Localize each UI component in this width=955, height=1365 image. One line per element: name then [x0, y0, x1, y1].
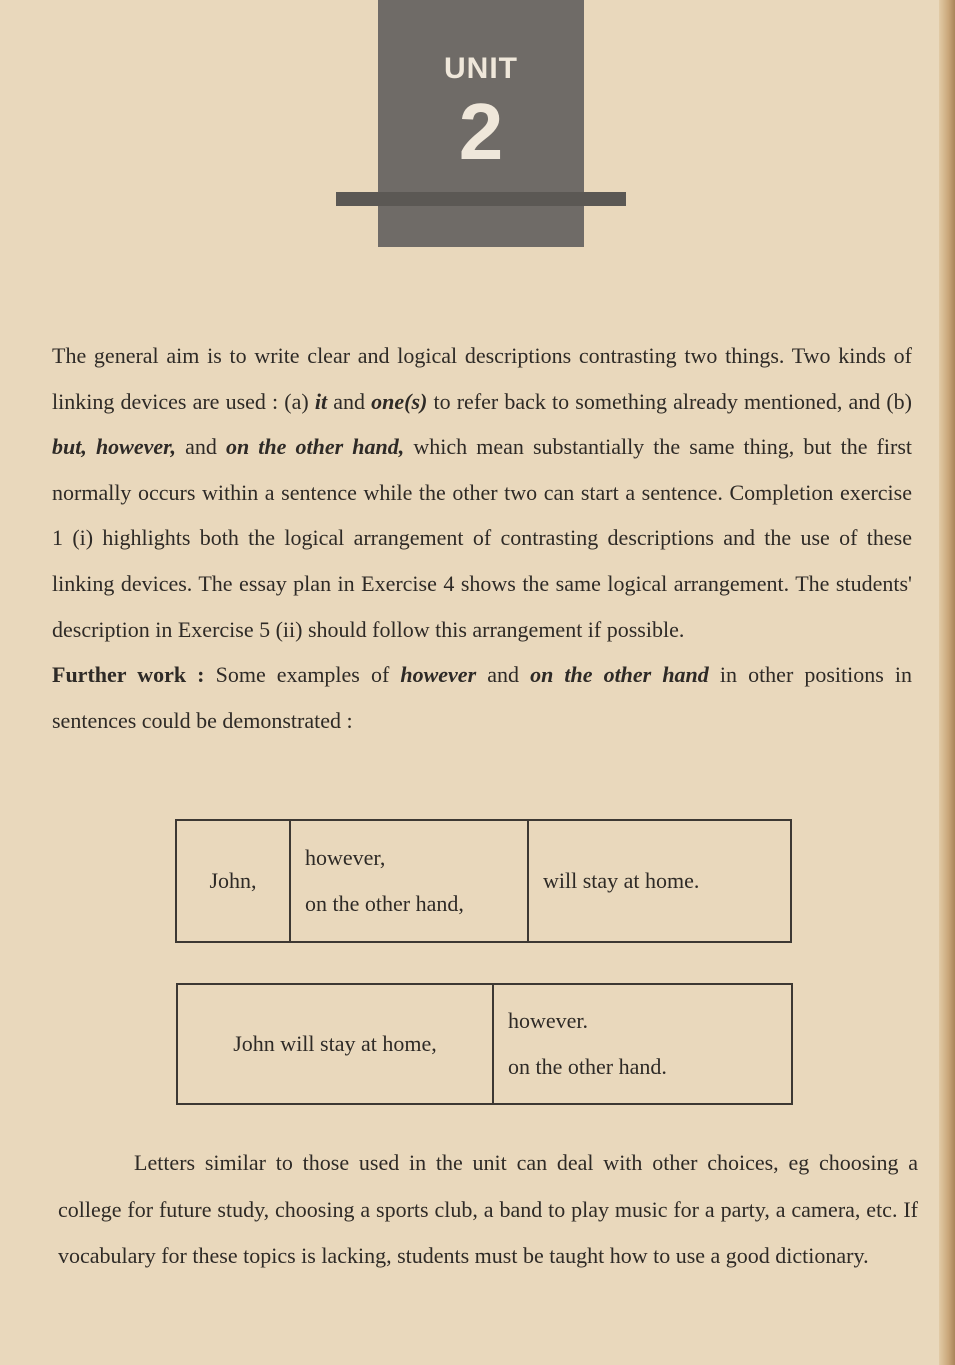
example-table-2	[176, 983, 793, 1105]
further-work-text: in other positions in sentences could be demonstrated :	[52, 662, 913, 733]
further-work-text: and	[476, 662, 531, 688]
linker-option: however.	[508, 1008, 589, 1033]
intro-text: The general aim is to write clear and logical descriptions contrasting two things. Two kinds of linking devices are used : (a)	[52, 343, 912, 414]
table-row	[177, 984, 792, 1104]
closing-section	[58, 1140, 918, 1280]
unit-header-block	[378, 0, 584, 247]
intro-text: to refer back to something already mentioned, and (b)	[427, 388, 913, 414]
intro-text: which mean substantially the same thing, but the first normally occurs within a sentence while the other two can start a sentence. Completion exercise 1 (i) highlights both the logical arrangement of contrasting descriptions and the use of these linking devices. The essay plan in Exercise 4 shows the same logical arrangement. The students' description in Exercise 5 (ii) should follow this arrangement if possible.	[52, 434, 912, 642]
example-table-1	[175, 819, 792, 943]
term-ones: one(s)	[371, 388, 428, 414]
term-on-the-other-hand: on the other hand	[530, 662, 709, 688]
further-work-text: Some examples of	[204, 662, 401, 688]
closing-paragraph: Letters similar to those used in the unit can deal with other choices, eg choosing a college for future study, choosing a sports club, a band to play music for a party, a camera, etc. If vocabulary for these topics is lacking, students must be taught how to use a good dictionary.	[58, 1150, 918, 1268]
linker-option: on the other hand,	[305, 891, 464, 916]
linker-cell	[493, 984, 792, 1104]
unit-label: UNIT	[444, 52, 518, 85]
intro-section	[52, 333, 912, 743]
unit-number: 2	[458, 87, 504, 176]
intro-text: and	[327, 388, 372, 414]
clause-cell: John will stay at home,	[177, 984, 493, 1104]
term-it: it	[314, 388, 328, 414]
term-on-the-other-hand: on the other hand,	[225, 434, 405, 460]
further-work-label: Further work :	[52, 662, 205, 688]
linker-option: on the other hand.	[508, 1054, 667, 1079]
intro-paragraph	[52, 333, 912, 652]
intro-text: and	[176, 434, 226, 460]
term-but-however: but, however,	[52, 434, 176, 460]
linker-cell	[290, 820, 528, 942]
term-however: however	[400, 662, 477, 688]
predicate-cell: will stay at home.	[528, 820, 791, 942]
subject-cell: John,	[176, 820, 290, 942]
unit-header-bar	[336, 192, 626, 206]
page-edge	[939, 0, 955, 1365]
table-row	[176, 820, 791, 942]
linker-option: however,	[305, 845, 386, 870]
further-work-paragraph	[52, 652, 912, 743]
